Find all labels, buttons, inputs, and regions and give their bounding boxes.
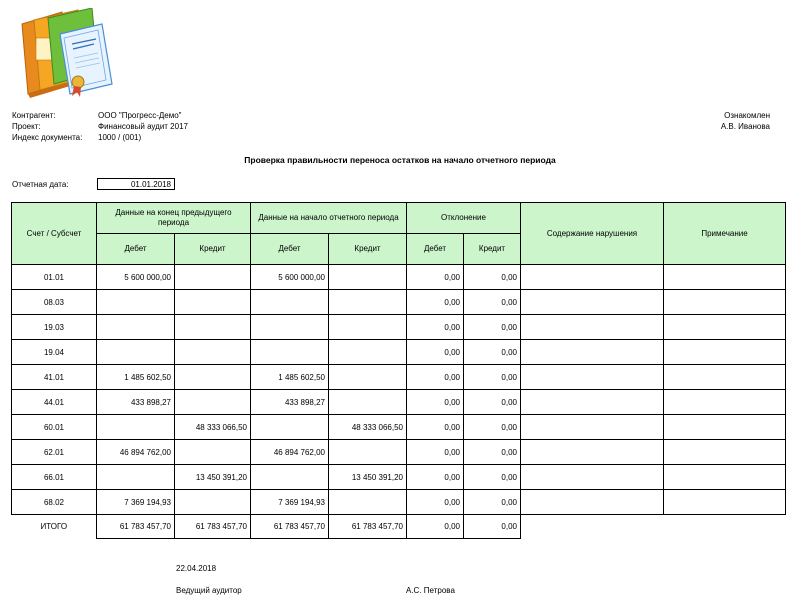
violation-cell [521, 340, 664, 365]
table-row [12, 315, 786, 340]
dev-debit-cell: 0,00 [407, 290, 464, 315]
account-header: Счет / Субсчет [12, 203, 97, 265]
project-label: Проект: [12, 122, 41, 131]
note-cell [664, 415, 786, 440]
note-cell [664, 440, 786, 465]
note-cell [664, 390, 786, 415]
table-row [12, 490, 786, 515]
table-row [12, 365, 786, 390]
curr-credit-cell [329, 315, 407, 340]
curr-debit-cell: 433 898,27 [251, 390, 329, 415]
account-cell: 60.01 [12, 415, 97, 440]
account-cell: 19.04 [12, 340, 97, 365]
dev-credit-cell: 0,00 [464, 465, 521, 490]
dev-credit-cell: 0,00 [464, 265, 521, 290]
total-dev-credit: 0,00 [464, 515, 521, 539]
total-prev-debit: 61 783 457,70 [97, 515, 175, 539]
total-row [12, 515, 786, 539]
dev-credit-cell: 0,00 [464, 440, 521, 465]
prev-credit-cell [175, 290, 251, 315]
acknowledged-label: Ознакомлен [724, 111, 770, 120]
prev-debit-cell: 433 898,27 [97, 390, 175, 415]
prev-debit-cell: 5 600 000,00 [97, 265, 175, 290]
dev-debit-cell: 0,00 [407, 315, 464, 340]
prev-debit-cell: 46 894 762,00 [97, 440, 175, 465]
dev-debit-cell: 0,00 [407, 390, 464, 415]
dev-credit-cell: 0,00 [464, 315, 521, 340]
table-row [12, 340, 786, 365]
account-cell: 08.03 [12, 290, 97, 315]
prev-debit-cell [97, 415, 175, 440]
curr-credit-cell [329, 490, 407, 515]
account-cell: 01.01 [12, 265, 97, 290]
note-cell [664, 315, 786, 340]
acknowledged-name: А.В. Иванова [720, 122, 770, 131]
dev-debit-cell: 0,00 [407, 440, 464, 465]
note-cell [664, 340, 786, 365]
account-cell: 44.01 [12, 390, 97, 415]
table-row [12, 415, 786, 440]
prev-credit-cell: 13 450 391,20 [175, 465, 251, 490]
dev-credit-cell: 0,00 [464, 390, 521, 415]
total-blank [521, 515, 664, 539]
report-date-field: 01.01.2018 [97, 178, 175, 190]
dev-debit-header: Дебет [407, 234, 464, 265]
note-cell [664, 490, 786, 515]
dev-credit-cell: 0,00 [464, 415, 521, 440]
document-title: Проверка правильности переноса остатков на начало отчетного периода [244, 155, 556, 165]
table-row [12, 465, 786, 490]
note-header: Примечание [664, 203, 786, 265]
total-curr-debit: 61 783 457,70 [251, 515, 329, 539]
account-cell: 19.03 [12, 315, 97, 340]
prev-credit-cell [175, 340, 251, 365]
table-row [12, 265, 786, 290]
prev-credit-cell [175, 365, 251, 390]
note-cell [664, 290, 786, 315]
dev-debit-cell: 0,00 [407, 490, 464, 515]
deviation-header: Отклонение [407, 203, 521, 234]
total-curr-credit: 61 783 457,70 [329, 515, 407, 539]
dev-credit-cell: 0,00 [464, 340, 521, 365]
curr-credit-cell [329, 365, 407, 390]
dev-debit-cell: 0,00 [407, 415, 464, 440]
curr-credit-cell [329, 340, 407, 365]
curr-credit-header: Кредит [329, 234, 407, 265]
prev-period-end-header: Данные на конец предыдущего периода [97, 203, 251, 234]
curr-debit-cell: 7 369 194,93 [251, 490, 329, 515]
dev-debit-cell: 0,00 [407, 265, 464, 290]
violation-header: Содержание нарушения [521, 203, 664, 265]
doc-index-value: 1000 / (001) [98, 133, 142, 142]
curr-debit-cell: 46 894 762,00 [251, 440, 329, 465]
violation-cell [521, 440, 664, 465]
prev-debit-cell [97, 290, 175, 315]
curr-debit-header: Дебет [251, 234, 329, 265]
doc-index-label: Индекс документа: [12, 133, 83, 142]
dev-debit-cell: 0,00 [407, 340, 464, 365]
note-cell [664, 365, 786, 390]
violation-cell [521, 315, 664, 340]
prev-debit-cell: 1 485 602,50 [97, 365, 175, 390]
curr-debit-cell [251, 415, 329, 440]
prev-credit-cell [175, 265, 251, 290]
curr-debit-cell [251, 315, 329, 340]
prev-credit-header: Кредит [175, 234, 251, 265]
violation-cell [521, 265, 664, 290]
dev-credit-header: Кредит [464, 234, 521, 265]
balance-transfer-table [11, 202, 786, 539]
violation-cell [521, 490, 664, 515]
auditor-role: Ведущий аудитор [176, 586, 242, 595]
prev-credit-cell [175, 390, 251, 415]
dev-debit-cell: 0,00 [407, 365, 464, 390]
counterparty-label: Контрагент: [12, 111, 56, 120]
note-cell [664, 265, 786, 290]
table-row [12, 440, 786, 465]
violation-cell [521, 365, 664, 390]
dev-debit-cell: 0,00 [407, 465, 464, 490]
prev-debit-cell [97, 340, 175, 365]
prev-debit-cell: 7 369 194,93 [97, 490, 175, 515]
current-period-start-header: Данные на начало отчетного периода [251, 203, 407, 234]
curr-debit-cell: 1 485 602,50 [251, 365, 329, 390]
project-value: Финансовый аудит 2017 [98, 122, 188, 131]
violation-cell [521, 390, 664, 415]
curr-credit-cell [329, 440, 407, 465]
note-cell [664, 465, 786, 490]
account-cell: 62.01 [12, 440, 97, 465]
account-cell: 66.01 [12, 465, 97, 490]
curr-credit-cell [329, 265, 407, 290]
curr-credit-cell [329, 290, 407, 315]
dev-credit-cell: 0,00 [464, 365, 521, 390]
audit-documents-logo-icon [18, 8, 118, 100]
total-dev-debit: 0,00 [407, 515, 464, 539]
curr-credit-cell [329, 390, 407, 415]
signature-date: 22.04.2018 [176, 564, 217, 573]
total-prev-credit: 61 783 457,70 [175, 515, 251, 539]
total-label: ИТОГО [40, 522, 68, 532]
auditor-name: А.С. Петрова [406, 586, 455, 595]
curr-credit-cell: 13 450 391,20 [329, 465, 407, 490]
table-row [12, 390, 786, 415]
prev-credit-cell [175, 440, 251, 465]
curr-debit-cell [251, 290, 329, 315]
prev-debit-header: Дебет [97, 234, 175, 265]
prev-credit-cell [175, 315, 251, 340]
violation-cell [521, 415, 664, 440]
violation-cell [521, 465, 664, 490]
table-row [12, 290, 786, 315]
curr-credit-cell: 48 333 066,50 [329, 415, 407, 440]
violation-cell [521, 290, 664, 315]
counterparty-value: ООО "Прогресс-Демо" [98, 111, 182, 120]
total-blank [664, 515, 786, 539]
dev-credit-cell: 0,00 [464, 290, 521, 315]
prev-debit-cell [97, 315, 175, 340]
account-cell: 68.02 [12, 490, 97, 515]
curr-debit-cell [251, 340, 329, 365]
report-date-label: Отчетная дата: [12, 180, 69, 189]
prev-credit-cell: 48 333 066,50 [175, 415, 251, 440]
prev-debit-cell [97, 465, 175, 490]
dev-credit-cell: 0,00 [464, 490, 521, 515]
curr-debit-cell [251, 465, 329, 490]
curr-debit-cell: 5 600 000,00 [251, 265, 329, 290]
prev-credit-cell [175, 490, 251, 515]
account-cell: 41.01 [12, 365, 97, 390]
